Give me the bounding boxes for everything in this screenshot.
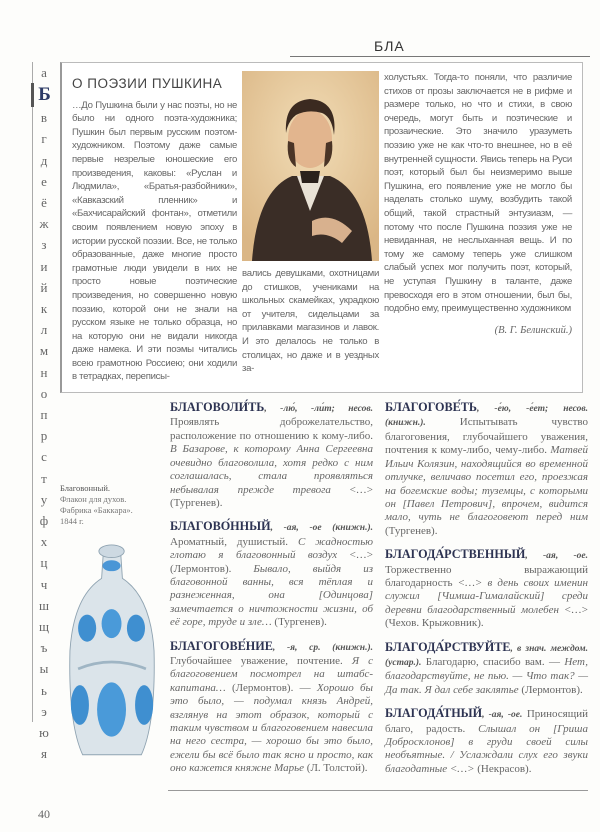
entry-quote: Матвей Ильич Колязин, находящийся во временной отлучке, величаво посетил его, проезжая на богемские воды; туземцы, с которыми он [Павел Петрович], впрочем, видится мало, чуть не благоговеют перед ним bbox=[385, 444, 588, 524]
alphabet-letter[interactable]: ж bbox=[39, 216, 49, 232]
image-caption bbox=[60, 483, 164, 527]
caption-line: Фабрика «Баккара». bbox=[60, 505, 133, 516]
entry-text: (Лермонтов). — bbox=[225, 681, 317, 694]
caption-line: 1844 г. bbox=[60, 516, 84, 527]
alphabet-letter[interactable]: ш bbox=[38, 597, 49, 613]
entry-text: Испытывать чувство благоговения, глубочайшего уважения, почтения к кому-либо, чему-либо. bbox=[385, 416, 588, 457]
pushkin-portrait bbox=[242, 71, 379, 261]
entry-quote: Бывало, выйдя из благовонной ванны, вся тёплая и разнеженная, она [Одинцова] замечтается о ничтожности жизни, об её горе, труде и зле… bbox=[170, 562, 373, 629]
running-head-text: БЛА bbox=[370, 38, 409, 54]
alphabet-letter[interactable]: т bbox=[41, 470, 47, 486]
entries-column-2 bbox=[385, 401, 588, 786]
entry-quote: Нет, благодарствуйте, не пью. — Что так? — Да так. Я дал себе заклятье bbox=[385, 655, 588, 696]
entry-grammar: , -ая, -ое. bbox=[482, 710, 523, 721]
sidebar-box bbox=[60, 62, 583, 393]
entry-grammar: , -ая, -ое. bbox=[525, 551, 588, 562]
alphabet-letter[interactable]: й bbox=[40, 279, 48, 295]
entry-quote: <…> в день своих именин служил [Чимша-Гималайский] среди деревни благодарственный молебен bbox=[385, 576, 588, 616]
alphabet-letter[interactable]: ю bbox=[39, 725, 49, 741]
entry-grammar: , -е́ю, -е́ет; несов. (книжн.). bbox=[385, 404, 588, 429]
alphabet-letter[interactable]: ё bbox=[41, 195, 47, 211]
figure-area bbox=[60, 401, 164, 786]
box-column-2: вались девушками, охотницами до стишков, учениками на школьных скамейках, украдкою от учителя, сидельцами за прилавками магазинов и лавок. И это делалось не только в столицах, но даже и в уездных за- bbox=[242, 268, 379, 375]
entry-text: Торжественно выражающий благодарность bbox=[385, 563, 588, 589]
alphabet-letter[interactable]: н bbox=[40, 364, 48, 380]
alphabet-letter[interactable]: з bbox=[41, 237, 47, 253]
alphabet-letter[interactable]: л bbox=[40, 322, 48, 338]
alphabet-letter[interactable]: ц bbox=[40, 555, 48, 571]
alphabet-letter[interactable]: п bbox=[40, 407, 48, 423]
dictionary-entry bbox=[170, 520, 373, 629]
footer-rule bbox=[168, 790, 588, 791]
alphabet-letter[interactable]: я bbox=[41, 746, 47, 762]
alphabet-letter[interactable]: ф bbox=[39, 513, 49, 529]
dictionary-entry bbox=[385, 401, 588, 538]
dictionary-entry bbox=[385, 548, 588, 630]
entries-column-1 bbox=[170, 401, 373, 786]
entry-grammar: , -я, ср. (книжн.). bbox=[272, 642, 373, 653]
entry-text: (Л. Толстой). bbox=[304, 762, 368, 775]
alphabet-letter[interactable]: г bbox=[41, 131, 47, 147]
alphabet-letter[interactable]: д bbox=[40, 152, 48, 168]
box-middle-column bbox=[242, 71, 379, 384]
entry-headword: БЛАГОДА́ТНЫЙ bbox=[385, 706, 483, 721]
page-main bbox=[38, 0, 588, 822]
entry-quote: Слышал он [Гриша Добросклонов] в груди своей силы необъятные. / Услаждали слух его звуки благодатные <…> bbox=[385, 722, 588, 775]
alphabet-letter-current[interactable]: Б bbox=[31, 83, 55, 107]
caption-line: Флакон для духов. bbox=[60, 494, 127, 505]
dictionary-entry bbox=[170, 640, 373, 776]
alphabet-letter[interactable]: ъ bbox=[40, 640, 48, 656]
entry-text: Благодарю, спасибо вам. — bbox=[421, 655, 565, 668]
entry-text: (Некрасов). bbox=[474, 762, 532, 775]
entry-quote: В Базарове, к которому Анна Сергеевна очевидно благоволила, хотя редко с ним соглашалась, стала проявляться небывалая прежде тревога bbox=[170, 443, 373, 496]
entry-text: <…> (Лермонтов). bbox=[170, 549, 373, 575]
entry-text: (Тургенев). bbox=[271, 616, 327, 629]
box-column-3: холустьях. Тогда-то поняли, что различие стихов от прозы заключается не в рифме и размере только, но что и стихи, в свою очередь, могут быть и поэтические и прозаические. Это значило уразуметь поэзию уже не как что-то внешнее, но в её внутренней сущности. Явись теперь на Руси поэт, который был бы неизмеримо выше Пушкина, его появление уже не могло бы наделать столько шуму, возбудить такой общий, такой страстный энтузиазм, — потому что после Пушкина поэзия уже не невиданная, не неслыханная вещь. И по тому же самому теперь уже слишком слабый успех мог получить поэт, который, не уступая Пушкину в таланте, даже превосходя его в этом отношении, был бы, подобно ему, преимущественно художником bbox=[384, 72, 572, 315]
alphabet-letter[interactable]: у bbox=[40, 491, 48, 507]
dictionary-entry bbox=[385, 707, 588, 776]
entry-text: Ароматный, душистый. bbox=[170, 535, 299, 548]
entry-text: <…> (Тургенев). bbox=[170, 483, 373, 509]
box-column-1: …До Пушкина были у нас поэты, но не было ни одного поэта-художника; Пушкин был первым русским поэтом-художником. Поэтому даже самые первые незрелые юношеские его произведения, каковы: «Руслан и Людмила», «Братья-разбойники», «Кавказский пленник» и «Бахчисарайский фонтан», отметили своим появлением новую эпоху в истории русской поэзии. Все, не только образованные, даже многие просто грамотные люди увидели в них не просто новые поэтические произведения, но совершенно новую поэзию, которой они не знали на русском языке не только образца, но на которую они не видали никогда даже намека. И эти поэмы читались всею грамотною Россиею; они ходили в тетрадках, переписы- bbox=[72, 99, 237, 383]
entry-text: <…> (Чехов. Крыжовник). bbox=[385, 603, 588, 630]
entry-grammar: , -ая, -ое (книжн.). bbox=[270, 523, 373, 534]
alphabet-letter[interactable]: ч bbox=[40, 576, 48, 592]
alphabet-letter[interactable]: щ bbox=[38, 619, 49, 635]
alphabet-letter[interactable]: э bbox=[41, 703, 47, 719]
entry-headword: БЛАГОГОВЕ́ТЬ bbox=[385, 400, 477, 415]
alphabet-index bbox=[32, 62, 55, 762]
entry-headword: БЛАГОВО́ННЫЙ bbox=[170, 519, 271, 534]
alphabet-letter[interactable]: а bbox=[41, 65, 47, 80]
box-left-column bbox=[72, 71, 237, 384]
alphabet-letter[interactable]: ь bbox=[41, 682, 47, 698]
alphabet-letter[interactable]: и bbox=[40, 258, 48, 274]
dictionary-entry bbox=[170, 401, 373, 510]
dictionary-entry bbox=[385, 641, 588, 698]
entry-quote: Я с благоговением посмотрел на штабс-капитана… bbox=[170, 654, 373, 694]
entry-grammar: , -лю́, -ли́т; несов. bbox=[264, 404, 373, 415]
box-signature: (В. Г. Белинский.) bbox=[494, 324, 572, 336]
alphabet-letter[interactable]: м bbox=[39, 343, 49, 359]
alphabet-letter[interactable]: е bbox=[41, 173, 47, 189]
entry-headword: БЛАГОГОВЕ́НИЕ bbox=[170, 638, 273, 653]
entry-headword: БЛАГОВОЛИ́ТЬ bbox=[170, 400, 265, 415]
entry-text: (Лермонтов). bbox=[518, 683, 583, 696]
entry-headword: БЛАГОДА́РСТВУЙТЕ bbox=[385, 639, 511, 654]
alphabet-letter[interactable]: в bbox=[40, 110, 48, 126]
perfume-bottle-image bbox=[60, 533, 164, 773]
alphabet-letter[interactable]: р bbox=[40, 428, 48, 444]
entry-text: (Тургенев). bbox=[385, 524, 438, 537]
alphabet-letter[interactable]: с bbox=[41, 449, 47, 465]
entry-grammar: , в знач. междом. (устар.). bbox=[385, 643, 588, 668]
entry-text: Глубочайшее уважение, почтение. bbox=[170, 654, 352, 667]
entries-area bbox=[60, 401, 588, 786]
entry-quote: Хорошо бы это было, — подумал князь Андрей, взглянув на этот образок, который с таким чувством и благоговением навесила на него сестра, — хорошо бы это было, ежели бы всё было так ясно и просто, как оно кажется княжне Марье bbox=[170, 681, 373, 775]
alphabet-letter[interactable]: к bbox=[40, 301, 48, 317]
entry-text: Проявлять доброжелательство, расположение по отношению к кому-либо. bbox=[170, 416, 373, 442]
caption-title: Благовонный. bbox=[60, 483, 110, 494]
entry-text: Приносящий благо, радость. bbox=[385, 708, 588, 735]
box-title: О ПОЭЗИИ ПУШКИНА bbox=[72, 76, 223, 91]
alphabet-letter[interactable]: о bbox=[40, 385, 48, 401]
entry-quote: С жадностью глотаю я благовонный воздух bbox=[170, 535, 373, 562]
box-right-column bbox=[384, 71, 572, 384]
alphabet-letter[interactable]: х bbox=[40, 534, 48, 550]
entry-headword: БЛАГОДА́РСТВЕННЫЙ bbox=[385, 547, 526, 562]
alphabet-letter[interactable]: ы bbox=[39, 661, 49, 677]
page-number: 40 bbox=[38, 807, 50, 822]
